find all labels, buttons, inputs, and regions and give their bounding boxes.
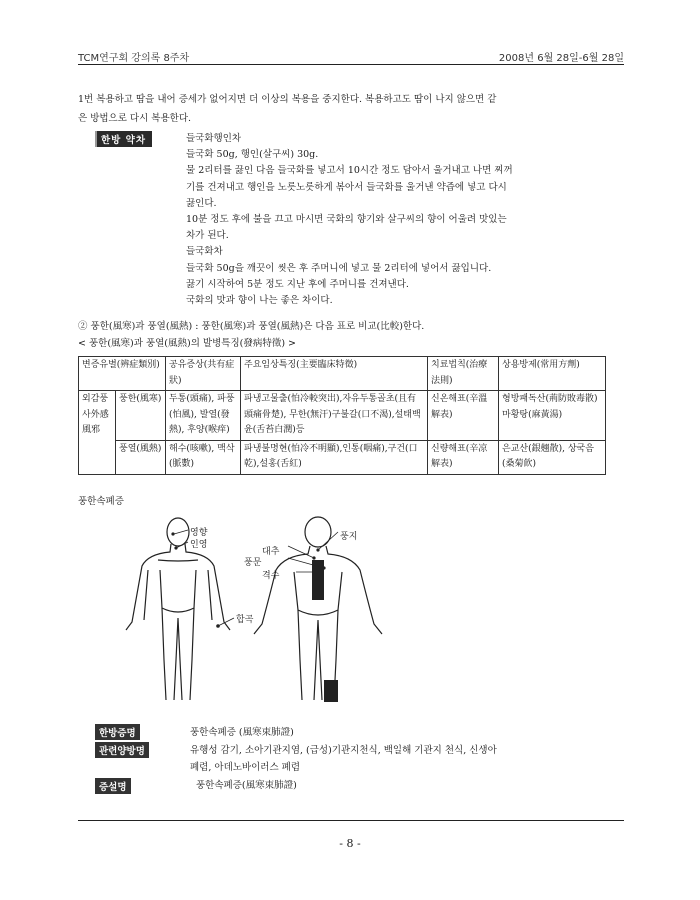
- figure-caption: 풍한속폐증: [78, 496, 124, 507]
- section-2-title: ② 풍한(風寒)과 풍열(風熱) : 풍한(風寒)과 풍열(風熱)은 다음 표로 비교(比較)한다.: [78, 321, 425, 332]
- acupoint-figure: [118, 510, 548, 705]
- diagnosis-label: 한방증명: [95, 724, 140, 740]
- table-cell: 은교산(銀翹散), 상국음(桑菊飮): [499, 440, 606, 474]
- intro-line-2: 은 방법으로 다시 복용한다.: [78, 113, 192, 124]
- section-2-subtitle: < 풍한(風寒)과 풍열(風熱)의 발병특징(發病特徵) >: [78, 338, 297, 349]
- related-text-line-2: 폐렴, 아데노바이러스 폐렴: [190, 762, 301, 773]
- table-cell: 신온해표(辛溫解表): [428, 391, 499, 441]
- table-cell: 해수(咳嗽), 맥삭(脈數): [166, 440, 241, 474]
- header-rule: [78, 64, 624, 65]
- explain-text: 풍한속폐증(風寒束肺證): [196, 780, 297, 791]
- recipe-line: 물 2리터를 끓인 다음 들국화를 넣고서 10시간 정도 담아서 울거내고 나면 찌꺼: [186, 165, 513, 177]
- recipe-line: 끓인다.: [186, 197, 217, 209]
- herbal-tea-label: 한방 약차: [95, 131, 152, 147]
- diagnosis-text: 풍한속폐증 (風寒束肺證): [190, 727, 294, 738]
- recipe-line: 국화의 맛과 향이 나는 좋은 차이다.: [186, 295, 333, 307]
- recipe-line: 들국화행인차: [186, 133, 242, 144]
- table-header-cell: 치료법칙(治療法則): [428, 357, 499, 391]
- table-header-cell: 상용방제(常用方劑): [499, 357, 606, 391]
- recipe-line: 차가 된다.: [186, 230, 229, 242]
- intro-paragraph: [78, 90, 638, 128]
- table-cell: 풍열(風熱): [116, 440, 166, 474]
- recipe-line: 끓기 시작하여 5분 정도 지난 후에 주머니를 건져낸다.: [186, 278, 409, 290]
- recipe-line: 10분 정도 후에 불을 끄고 마시면 국화의 향기와 살구씨의 향이 어울려 맛있는: [186, 214, 507, 226]
- label-yeonghyang: 영향: [190, 528, 208, 538]
- table-row: [79, 440, 606, 474]
- table-cell: 파냉고물출(怕冷較突出),자유두통골초(且有頭痛骨楚), 무한(無汗)구불갈(口不渴),설태백윤(舌苔白潤)등: [241, 391, 428, 441]
- label-gyeoksu: 격수: [262, 571, 280, 581]
- footer-rule: [78, 820, 624, 821]
- table-cell: 풍한(風寒): [116, 391, 166, 441]
- front-body-figure: [126, 518, 230, 700]
- recipe-line: 기를 건져내고 행인을 노릇노릇하게 볶아서 들국화를 울거낸 약즙에 넣고 다시: [186, 181, 507, 193]
- table-cell: 신량해표(辛凉解表): [428, 440, 499, 474]
- header-right: 2008년 6월 28일-6월 28일: [498, 53, 624, 64]
- table-header-cell: 변증유별(辨症類別): [79, 357, 166, 391]
- table-cell: 파냉불명현(怕冷不明顯),인통(咽痛),구건(口乾),설홍(舌紅): [241, 440, 428, 474]
- table-header-cell: 주요임상특징(主要臨床特徵): [241, 357, 428, 391]
- table-cell: 두통(頭痛), 파풍(怕風), 발열(發熱), 후양(喉痒): [166, 391, 241, 441]
- recipe-line: 들국화차: [186, 246, 223, 258]
- label-daechu: 대추: [262, 547, 280, 557]
- herbal-tea-recipe: [186, 131, 626, 309]
- section-2-heading: [78, 318, 638, 352]
- table-row: [79, 391, 606, 441]
- label-hapgok: 합곡: [236, 615, 254, 625]
- explain-label: 증설명: [95, 778, 131, 794]
- table-group-cell: 외감풍사外感風邪: [79, 391, 116, 475]
- label-pungji: 풍지: [340, 532, 358, 542]
- related-text: [190, 742, 630, 776]
- header-left: TCM연구회 강의록 8주차: [78, 53, 190, 64]
- recipe-line: 들국화 50g, 행인(살구씨) 30g.: [186, 149, 319, 161]
- intro-line-1: 1번 복용하고 땀을 내어 증세가 없어지면 더 이상의 복용을 중지한다. 복용하고도 땀이 나지 않으면 같: [78, 94, 497, 105]
- table-header-row: [79, 357, 606, 391]
- table-header-cell: 공유증상(共有症狀): [166, 357, 241, 391]
- related-text-line-1: 유행성 감기, 소아기관지염, (급성)기관지천식, 백일해 기관지 천식, 신생아: [190, 745, 497, 756]
- table-cell: 형방패독산(荊防敗毒散) 마황탕(麻黃湯): [499, 391, 606, 441]
- recipe-line: 들국화 50g을 깨끗이 씻은 후 주머니에 넣고 물 2리터에 넣어서 끓입니다.: [186, 262, 492, 274]
- comparison-table: [78, 356, 606, 475]
- related-label: 관련양방명: [95, 742, 149, 758]
- label-inyeong: 인영: [190, 540, 208, 550]
- label-pungmun: 풍문: [244, 558, 262, 568]
- page-number: - 8 -: [339, 837, 361, 850]
